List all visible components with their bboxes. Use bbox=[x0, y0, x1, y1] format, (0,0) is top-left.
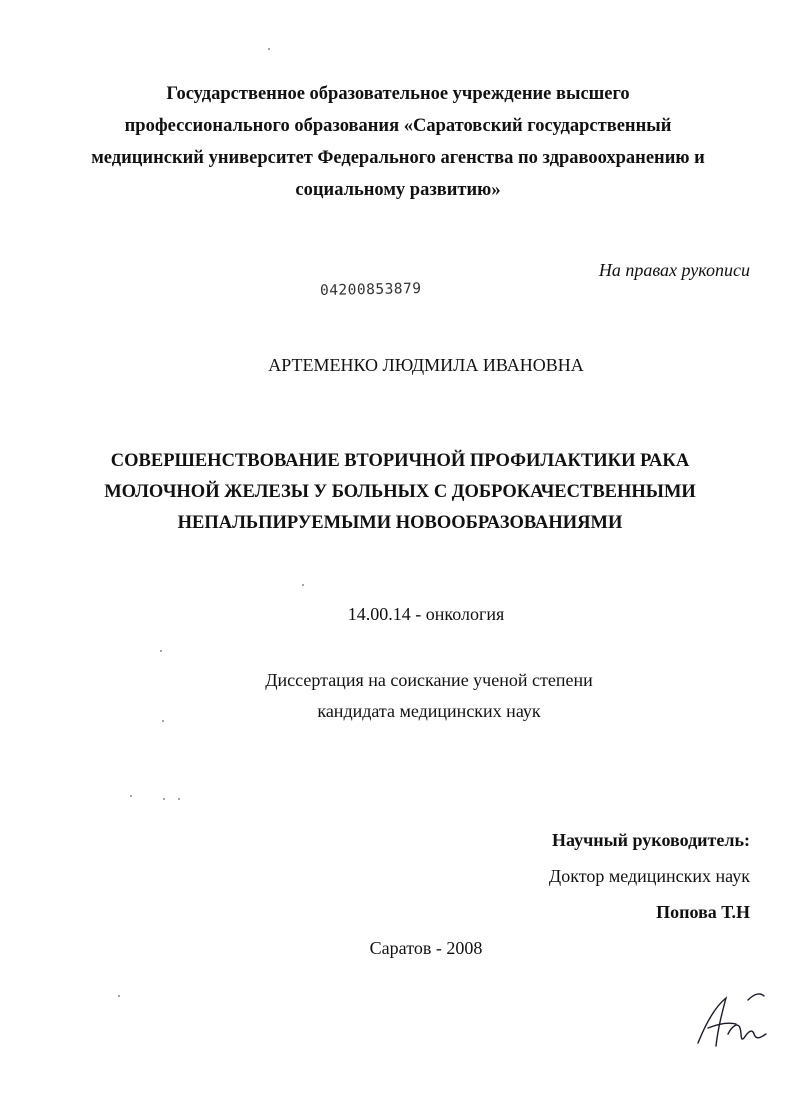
dissertation-title bbox=[60, 446, 740, 539]
scan-speck bbox=[268, 48, 270, 50]
scan-speck bbox=[160, 650, 162, 652]
scan-speck bbox=[162, 720, 164, 722]
rights-notice: На правах рукописи bbox=[598, 260, 750, 280]
supervisor-label: Научный руководитель: bbox=[552, 830, 750, 850]
handwritten-signature bbox=[688, 988, 778, 1058]
institution-line-4: социальному развитию» bbox=[295, 180, 501, 200]
inventory-number: 04200853879 bbox=[319, 280, 422, 300]
title-line-1: СОВЕРШЕНСТВОВАНИЕ ВТОРИЧНОЙ ПРОФИЛАКТИКИ РАКА bbox=[110, 451, 690, 471]
supervisor-degree: Доктор медицинских наук bbox=[548, 866, 750, 886]
supervisor-name: Попова Т.Н bbox=[656, 902, 750, 922]
scan-speck bbox=[118, 995, 120, 997]
degree-line-2: кандидата медицинских наук bbox=[317, 701, 541, 721]
author-name: АРТЕМЕНКО ЛЮДМИЛА ИВАНОВНА bbox=[268, 355, 584, 375]
degree-line-1: Диссертация на соискание ученой степени bbox=[265, 670, 593, 690]
scan-speck bbox=[163, 798, 165, 800]
scan-speck bbox=[130, 795, 132, 797]
supervisor-block bbox=[549, 822, 750, 930]
specialty-code: 14.00.14 - онкология bbox=[347, 604, 505, 624]
institution-line-3: медицинский университет Федерального агенства по здравоохранению и bbox=[91, 148, 705, 168]
title-line-3: НЕПАЛЬПИРУЕМЫМИ НОВООБРАЗОВАНИЯМИ bbox=[177, 513, 623, 533]
scan-speck bbox=[302, 584, 304, 586]
institution-line-1: Государственное образовательное учреждение высшего bbox=[166, 84, 630, 104]
title-line-2: МОЛОЧНОЙ ЖЕЛЕЗЫ У БОЛЬНЫХ С ДОБРОКАЧЕСТВЕННЫМИ bbox=[104, 482, 696, 502]
institution-block bbox=[60, 78, 736, 206]
degree-block bbox=[0, 665, 796, 727]
scan-speck bbox=[178, 798, 180, 800]
institution-line-2: профессионального образования «Саратовский государственный bbox=[124, 116, 672, 136]
city-year: Саратов - 2008 bbox=[369, 938, 483, 958]
